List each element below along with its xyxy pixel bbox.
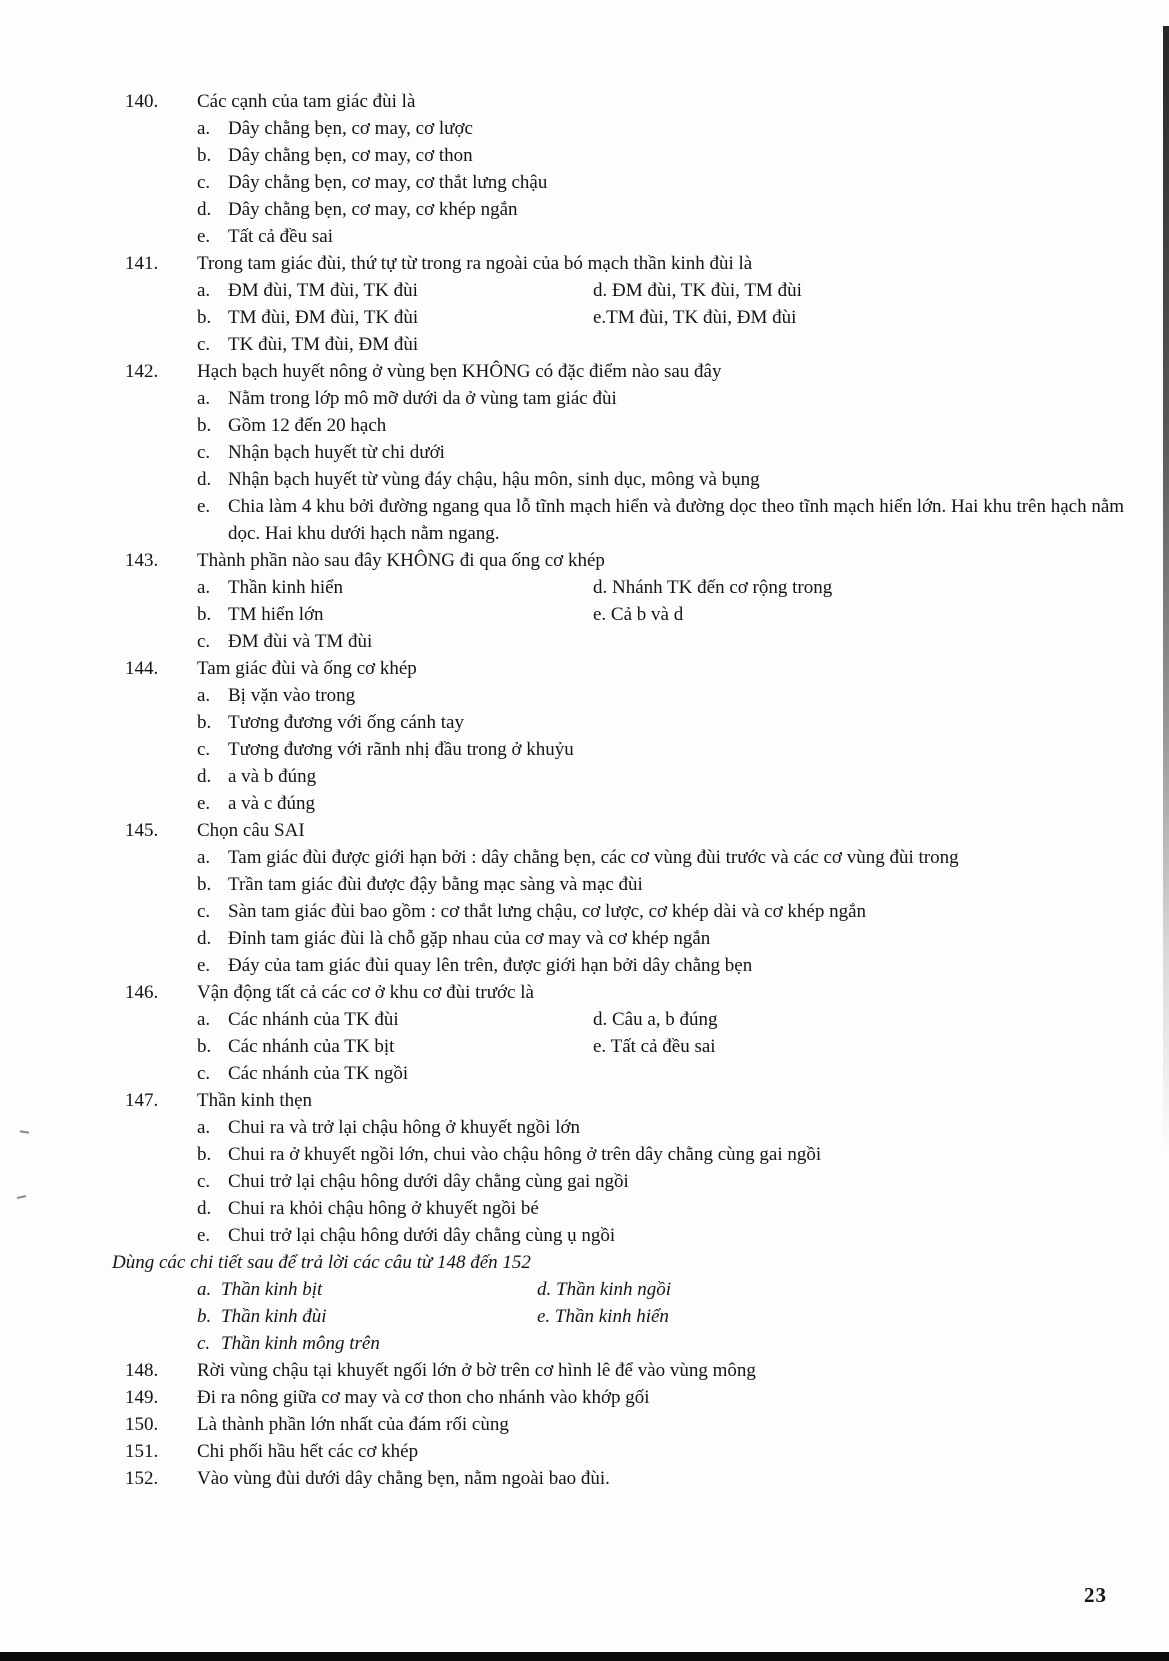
option-text: Tương đương với ống cánh tay — [228, 712, 464, 733]
option-text-right: d. ĐM đùi, TK đùi, TM đùi — [593, 280, 802, 301]
option-text: Sàn tam giác đùi bao gồm : cơ thắt lưng chậu, cơ lược, cơ khép dài và cơ khép ngắn — [228, 901, 867, 922]
option-label: c. — [197, 1333, 211, 1354]
option-text: TM đùi, ĐM đùi, TK đùi — [228, 307, 419, 328]
option-text: Dây chằng bẹn, cơ may, cơ thon — [228, 145, 473, 166]
option-row — [0, 736, 1169, 763]
option-text: ĐM đùi và TM đùi — [228, 631, 373, 652]
question-145 — [0, 817, 1169, 979]
statement-row-148 — [0, 1357, 1169, 1384]
option-text: Chia làm 4 khu bởi đường ngang qua lỗ tĩnh mạch hiển và đường dọc theo tĩnh mạch hiển lớn. Hai khu trên hạch nằm dọc. Hai khu dưới hạch nằm ngang. — [228, 496, 1125, 544]
option-label: b. — [197, 604, 212, 625]
statement-row-152 — [0, 1465, 1169, 1492]
option-row — [0, 385, 1169, 412]
statement-text: Vào vùng đùi dưới dây chằng bẹn, nằm ngoài bao đùi. — [197, 1468, 610, 1489]
option-row — [0, 925, 1169, 952]
question-144 — [0, 655, 1169, 817]
option-text: Tất cả đều sai — [228, 226, 333, 247]
option-label: d. — [197, 928, 212, 949]
option-row — [0, 1330, 1169, 1357]
option-text: Đỉnh tam giác đùi là chỗ gặp nhau của cơ may và cơ khép ngắn — [228, 928, 711, 949]
option-label: c. — [197, 1063, 211, 1084]
option-row — [0, 1141, 1169, 1168]
option-label: c. — [197, 901, 211, 922]
option-label: b. — [197, 712, 212, 733]
question-140 — [0, 88, 1169, 250]
option-row — [0, 196, 1169, 223]
option-row — [0, 871, 1169, 898]
page-content — [0, 88, 1169, 1492]
option-label: d. — [197, 469, 212, 490]
question-number: 147. — [125, 1090, 159, 1111]
option-row — [0, 1222, 1169, 1249]
option-label: e. — [197, 226, 211, 247]
option-label: e. — [197, 955, 211, 976]
option-row — [0, 898, 1169, 925]
option-text-right: e. Thần kinh hiển — [537, 1306, 669, 1327]
option-text: Chui ra và trở lại chậu hông ở khuyết ngồi lớn — [228, 1117, 581, 1138]
question-number: 143. — [125, 550, 159, 571]
statement-number: 151. — [125, 1441, 159, 1462]
option-row — [0, 439, 1169, 466]
option-label: c. — [197, 739, 211, 760]
option-text: a và b đúng — [228, 766, 317, 787]
question-text: Vận động tất cả các cơ ở khu cơ đùi trước là — [197, 982, 534, 1003]
question-146 — [0, 979, 1169, 1087]
option-label: a. — [197, 1117, 211, 1138]
option-text: a và c đúng — [228, 793, 316, 814]
question-text: Hạch bạch huyết nông ở vùng bẹn KHÔNG có đặc điểm nào sau đây — [197, 361, 722, 382]
option-row — [0, 1276, 1169, 1303]
statement-number: 152. — [125, 1468, 159, 1489]
statement-number: 150. — [125, 1414, 159, 1435]
option-text: Dây chằng bẹn, cơ may, cơ khép ngắn — [228, 199, 518, 220]
scan-bottom-bar-artifact — [0, 1652, 1169, 1661]
option-row — [0, 952, 1169, 979]
question-number: 140. — [125, 91, 159, 112]
statement-number: 149. — [125, 1387, 159, 1408]
matching-instruction-block — [0, 1249, 1169, 1357]
option-row — [0, 1114, 1169, 1141]
question-text: Chọn câu SAI — [197, 820, 305, 841]
option-label: a. — [197, 388, 211, 409]
option-row — [0, 223, 1169, 250]
option-row — [0, 1195, 1169, 1222]
option-row — [0, 1006, 1169, 1033]
question-number: 146. — [125, 982, 159, 1003]
option-label: b. — [197, 1144, 212, 1165]
option-label: d. — [197, 199, 212, 220]
question-143 — [0, 547, 1169, 655]
option-label: b. — [197, 415, 212, 436]
instruction-text: Dùng các chi tiết sau để trả lời các câu từ 148 đến 152 — [112, 1252, 531, 1273]
question-text: Các cạnh của tam giác đùi là — [197, 91, 416, 112]
question-text: Trong tam giác đùi, thứ tự từ trong ra ngoài của bó mạch thần kinh đùi là — [197, 253, 753, 274]
option-text: Chui trở lại chậu hông dưới dây chằng cùng ụ ngồi — [228, 1225, 616, 1246]
option-label: a. — [197, 280, 211, 301]
question-number: 141. — [125, 253, 159, 274]
option-label: a. — [197, 1009, 211, 1030]
option-row — [0, 304, 1169, 331]
option-row — [0, 277, 1169, 304]
statement-text: Là thành phần lớn nhất của đám rối cùng — [197, 1414, 509, 1435]
option-text-right: e. Tất cả đều sai — [593, 1036, 716, 1057]
option-text-right: d. Nhánh TK đến cơ rộng trong — [593, 577, 833, 598]
option-row — [0, 142, 1169, 169]
question-147 — [0, 1087, 1169, 1249]
option-label: a. — [197, 685, 211, 706]
question-text: Thần kinh thẹn — [197, 1090, 313, 1111]
option-row — [0, 169, 1169, 196]
option-text: Chui ra khỏi chậu hông ở khuyết ngồi bé — [228, 1198, 539, 1219]
question-number: 144. — [125, 658, 159, 679]
option-label: d. — [197, 766, 212, 787]
option-row — [0, 682, 1169, 709]
option-row — [0, 1033, 1169, 1060]
option-row — [0, 790, 1169, 817]
option-label: b. — [197, 145, 212, 166]
statement-row-150 — [0, 1411, 1169, 1438]
question-142 — [0, 358, 1169, 547]
statement-row-149 — [0, 1384, 1169, 1411]
option-row — [0, 709, 1169, 736]
page-number: 23 — [1084, 1583, 1107, 1607]
option-row — [0, 1303, 1169, 1330]
option-label: d. — [197, 1198, 212, 1219]
option-text: Gồm 12 đến 20 hạch — [228, 415, 387, 436]
option-label: b. — [197, 1306, 212, 1327]
option-label: c. — [197, 1171, 211, 1192]
option-text-right: e.TM đùi, TK đùi, ĐM đùi — [593, 307, 797, 328]
option-text: Thần kinh mông trên — [221, 1333, 380, 1354]
option-text: Các nhánh của TK bịt — [228, 1036, 395, 1057]
option-row — [0, 412, 1169, 439]
option-label: a. — [197, 1279, 212, 1300]
option-label: a. — [197, 847, 211, 868]
option-text: Nằm trong lớp mô mỡ dưới da ở vùng tam giác đùi — [228, 388, 617, 409]
question-text: Tam giác đùi và ống cơ khép — [197, 658, 417, 679]
option-text: Thần kinh đùi — [221, 1306, 327, 1327]
option-text: Chui ra ở khuyết ngồi lớn, chui vào chậu hông ở trên dây chằng cùng gai ngồi — [228, 1144, 822, 1165]
option-text: Các nhánh của TK ngồi — [228, 1063, 409, 1084]
option-row — [0, 1060, 1169, 1087]
option-text-right: d. Câu a, b đúng — [593, 1009, 718, 1030]
option-label: c. — [197, 631, 211, 652]
statement-text: Chi phối hầu hết các cơ khép — [197, 1441, 419, 1462]
option-label: b. — [197, 1036, 212, 1057]
option-label: c. — [197, 172, 211, 193]
option-text: Đáy của tam giác đùi quay lên trên, được giới hạn bởi dây chằng bẹn — [228, 955, 753, 976]
option-label: c. — [197, 442, 211, 463]
option-text: Dây chằng bẹn, cơ may, cơ thắt lưng chậu — [228, 172, 548, 193]
option-text: Các nhánh của TK đùi — [228, 1009, 399, 1030]
option-row — [0, 628, 1169, 655]
question-text: Thành phần nào sau đây KHÔNG đi qua ống cơ khép — [197, 550, 605, 571]
option-text: Thần kinh hiển — [228, 577, 344, 598]
option-text: TM hiển lớn — [228, 604, 324, 625]
option-text-right: e. Cả b và d — [593, 604, 684, 625]
option-text: TK đùi, TM đùi, ĐM đùi — [228, 334, 419, 355]
question-141 — [0, 250, 1169, 358]
option-label: a. — [197, 118, 211, 139]
option-label: e. — [197, 793, 211, 814]
option-label: c. — [197, 334, 211, 355]
statement-number: 148. — [125, 1360, 159, 1381]
option-label: e. — [197, 1225, 211, 1246]
option-text: Nhận bạch huyết từ chi dưới — [228, 442, 445, 463]
option-text: Bị vặn vào trong — [228, 685, 356, 706]
option-text-right: d. Thần kinh ngồi — [537, 1279, 672, 1300]
option-row — [0, 331, 1169, 358]
option-row — [0, 115, 1169, 142]
option-row — [0, 763, 1169, 790]
option-text: Tam giác đùi được giới hạn bởi : dây chằng bẹn, các cơ vùng đùi trước và các cơ vùng đùi trong — [228, 847, 959, 868]
option-text: Dây chằng bẹn, cơ may, cơ lược — [228, 118, 473, 139]
question-number: 145. — [125, 820, 159, 841]
option-text: Thần kinh bịt — [221, 1279, 323, 1300]
option-row — [0, 493, 1169, 547]
option-row — [0, 466, 1169, 493]
option-label: a. — [197, 577, 211, 598]
option-text: Nhận bạch huyết từ vùng đáy chậu, hậu môn, sinh dục, mông và bụng — [228, 469, 760, 490]
option-text: ĐM đùi, TM đùi, TK đùi — [228, 280, 418, 301]
option-text: Chui trở lại chậu hông dưới dây chằng cùng gai ngồi — [228, 1171, 629, 1192]
option-row — [0, 1168, 1169, 1195]
option-label: b. — [197, 874, 212, 895]
statement-row-151 — [0, 1438, 1169, 1465]
question-number: 142. — [125, 361, 159, 382]
option-row — [0, 601, 1169, 628]
statement-text: Rời vùng chậu tại khuyết ngối lớn ở bờ trên cơ hình lê để vào vùng mông — [197, 1360, 756, 1381]
option-text: Trần tam giác đùi được đậy bằng mạc sàng và mạc đùi — [228, 874, 643, 895]
statement-text: Đi ra nông giữa cơ may và cơ thon cho nhánh vào khớp gối — [197, 1387, 650, 1408]
option-row — [0, 844, 1169, 871]
option-row — [0, 574, 1169, 601]
option-label: e. — [197, 496, 211, 517]
option-label: b. — [197, 307, 212, 328]
option-text: Tương đương với rãnh nhị đầu trong ở khuỷu — [228, 739, 574, 760]
